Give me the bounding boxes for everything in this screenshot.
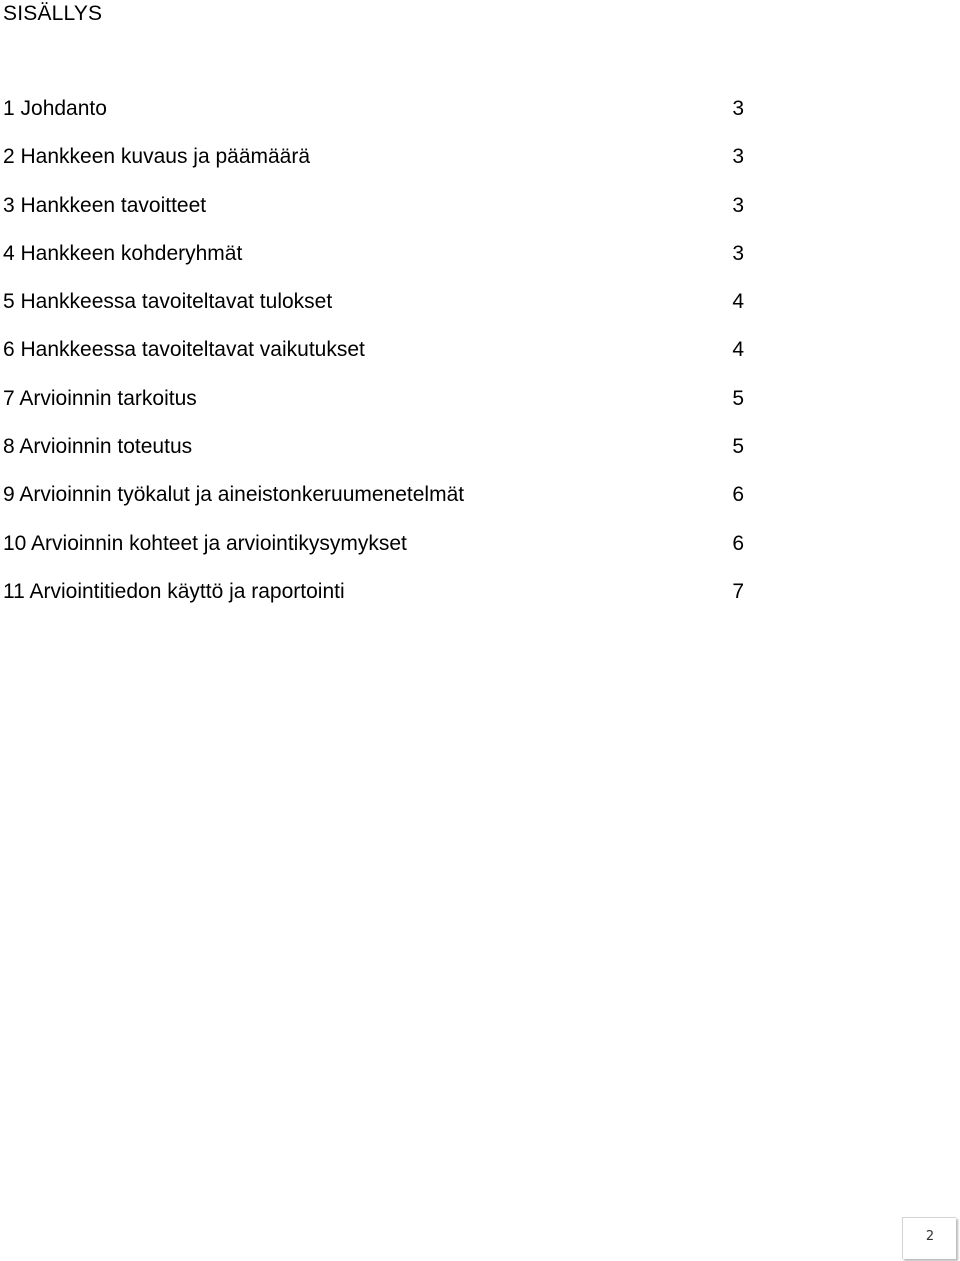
toc-entry[interactable] [3,386,747,434]
toc-entry-page: 3 [732,193,744,217]
toc-entry-page: 7 [732,579,744,603]
toc-entry[interactable] [3,531,747,579]
toc-entry-title: 6 Hankkeessa tavoiteltavat vaikutukset [3,338,365,362]
toc-entry-title: 10 Arvioinnin kohteet ja arviointikysymykset [3,531,407,555]
toc-entry-title: 8 Arvioinnin toteutus [3,435,193,459]
toc-entry-title: 5 Hankkeessa tavoiteltavat tulokset [3,290,333,314]
toc-entry[interactable] [3,579,747,627]
toc-entry-title: 1 Johdanto [3,97,107,120]
toc-entry[interactable] [3,193,747,241]
toc-entry-title: 11 Arviointitiedon käyttö ja raportointi [3,579,345,603]
toc-entry-page: 3 [732,241,744,265]
toc-entry[interactable] [3,482,747,530]
page-number-box [902,1217,956,1259]
toc-entry[interactable] [3,337,747,385]
toc-entry-page: 6 [732,483,744,507]
toc-entry-page: 5 [732,435,744,459]
toc-entry-title: 4 Hankkeen kohderyhmät [3,241,243,265]
toc-entry-page: 3 [732,97,744,120]
toc-entry-title: 7 Arvioinnin tarkoitus [3,386,197,410]
toc-entry-title: 9 Arvioinnin työkalut ja aineistonkeruumenetelmät [3,483,465,507]
page-number: 2 [925,1229,935,1244]
toc-entry[interactable] [3,241,747,289]
toc-entry-page: 3 [732,145,744,169]
table-of-contents [3,96,747,627]
toc-entry[interactable] [3,96,747,144]
toc-entry-page: 4 [732,338,744,362]
toc-entry-title: 2 Hankkeen kuvaus ja päämäärä [3,145,311,169]
toc-entry-title: 3 Hankkeen tavoitteet [3,193,207,217]
toc-entry[interactable] [3,434,747,482]
toc-entry-page: 5 [732,386,744,410]
toc-entry[interactable] [3,289,747,337]
toc-entry[interactable] [3,144,747,192]
toc-entry-page: 6 [732,531,744,555]
toc-heading: SISÄLLYS [3,2,103,25]
toc-entry-page: 4 [732,290,744,314]
